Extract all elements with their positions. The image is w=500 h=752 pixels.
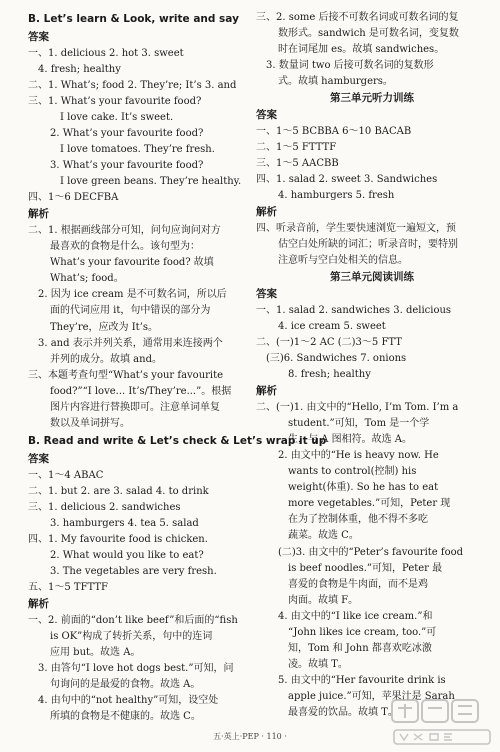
left-line: I love cake. It’s sweet. [60,111,174,123]
left-line: 三、1. What’s your favourite food? [28,95,202,107]
left-line: 一、1～4 ABAC [28,469,104,481]
left-line: 三、1. delicious 2. sandwiches [28,501,181,513]
left-line: 四、1. My favourite food is chicken. [28,534,208,546]
right-line: 解析 [256,206,277,219]
right-line: 解析 [256,385,277,398]
right-line: 蔬菜。故选 C。 [288,530,359,542]
left-line: 答案 [28,453,49,466]
right-line: 二、(一)1～2 AC (二)3～5 FTT [256,336,402,348]
site-watermark-logo [388,696,498,750]
right-line: 注意听与空白处相关的信息。 [278,255,408,267]
right-line: 一、1. salad 2. sandwiches 3. delicious [256,304,452,316]
right-line: 4. hamburgers 5. fresh [278,190,395,202]
left-line: 面的代词应用 it，句中错误的部分为 [50,305,211,317]
right-line: (三)6. Sandwiches 7. onions [266,353,407,364]
right-line: 知，Tom 和 John 都喜欢吃冰激 [288,643,432,655]
right-line: 答案 [256,288,277,301]
left-line: 最喜欢的食物是什么。该句型为： [50,241,200,253]
left-line: B. Read and write & Let’s check & Let’s wrap it up [28,435,327,448]
left-line: 四、1～6 DECFBA [28,192,119,204]
right-line: “John likes ice cream, too.”可 [288,627,437,638]
left-line: 并列的成分。故填 and。 [50,353,162,365]
right-line: 喜爱的食物是牛肉面，而不是鸡 [288,578,428,590]
right-line: weight(体重). So he has to eat [288,482,439,494]
left-line: 句询问的是最爱的食物。故选 A。 [50,679,201,691]
right-line: 四、1. salad 2. sweet 3. Sandwiches [256,174,438,186]
left-line: 3. 由答句“I love hot dogs best.”可知，问 [38,663,234,675]
right-line: 数形式。sandwich 是可数名词，变复数 [278,28,459,40]
left-line: 4. 由句中的“not healthy”可知，设空处 [38,695,219,707]
left-line: 3. What’s your favourite food? [50,160,204,172]
right-line: 生，与 A 图相符。故选 A。 [288,433,412,445]
right-line: 时在词尾加 es。故填 sandwiches。 [278,44,445,56]
left-line: 3. and 表示并列关系，通常用来连接两个 [38,337,223,349]
right-column [256,10,488,722]
right-line: 二、(一)1. 由文中的“Hello, I’m Tom. I’m a [256,401,459,413]
left-line: They’re，应改为 It’s。 [50,321,159,333]
right-line: 第三单元听力训练 [330,92,414,105]
left-line: 一、2. 前面的“don’t like beef”和后面的“fish [28,614,238,626]
left-line: 二、1. 根据画线部分可知，问句应询问对方 [28,224,221,236]
page-footer: 五·英上·PEP · 110 · [213,732,287,741]
right-line: 肉面。故填 F。 [288,594,359,606]
right-line: wants to control(控制) his [288,466,417,478]
left-line: 答案 [28,31,49,43]
left-line: food?”“I love... It’s/They’re...”。根据 [50,385,232,397]
right-line: student.”可知，Tom 是一个学 [288,417,430,429]
left-line: 解析 [28,208,49,221]
left-line: 所填的食物是不健康的。故选 C。 [50,711,201,723]
left-line: 数以及单词拼写。 [50,418,130,430]
left-line: 应用 but。故选 A。 [50,647,141,659]
left-line: 2. What’s your favourite food? [50,127,204,139]
right-line: 3. 数量词 two 后接可数名词的复数形 [266,60,434,72]
right-line: 式。故填 hamburgers。 [278,76,393,88]
left-line: What’s; food。 [50,273,124,285]
right-line: 在为了控制体重，他不得不多吃 [288,514,428,526]
left-line: 解析 [28,598,49,611]
right-line: (二)3. 由文中的“Peter’s favourite food [278,546,464,558]
right-line: 4. ice cream 5. sweet [278,320,386,332]
left-line: What’s your favourite food? 故填 [50,257,214,269]
left-line: 4. fresh; healthy [38,63,121,75]
right-line: 答案 [256,109,277,122]
left-line: 2. What would you like to eat? [50,550,204,562]
left-line: 二、1. What’s; food 2. They’re; It’s 3. and [28,79,237,91]
right-line: 5. 由文中的“Her favourite drink is [278,675,446,687]
right-line: 估空白处所缺的词汇；听录音时，要特别 [278,239,458,251]
left-line: I love tomatoes. They’re fresh. [60,144,215,156]
right-line: is beef noodles.”可知，Peter 最 [288,562,443,574]
right-line: 第三单元阅读训练 [330,271,414,284]
right-line: 最喜爱的饮品。故填 T。 [288,707,398,719]
right-line: 8. fresh; healthy [288,369,371,381]
left-line: B. Let’s learn & Look, write and say [28,13,239,25]
left-line: 图片内容进行替换即可。注意单词单复 [50,401,220,413]
right-line: 2. 由文中的“He is heavy now. He [278,449,439,461]
right-line: more vegetables.”可知，Peter 现 [288,498,451,510]
left-line: 3. hamburgers 4. tea 5. salad [50,517,199,529]
left-line: 一、1. delicious 2. hot 3. sweet [28,47,184,59]
right-line: 四、听录音前，学生要快速浏览一遍短文，预 [256,222,456,234]
left-line: 三、本题考查句型“What’s your favourite [28,369,224,381]
right-line: 三、2. some 后接不可数名词或可数名词的复 [256,12,459,23]
right-line: 三、1～5 AACBB [256,158,339,170]
left-line: 2. 因为 ice cream 是不可数名词，所以后 [38,289,227,301]
left-line: 3. The vegetables are very fresh. [50,566,217,578]
right-line: 4. 由文中的“I like ice cream.”和 [278,610,433,622]
right-line: 二、1～5 FTTTF [256,142,337,154]
left-line: is OK”构成了转折关系，句中的连词 [50,631,213,642]
left-line: 五、1～5 TFTTF [28,582,108,594]
right-line: 凌。故填 T。 [288,659,348,671]
right-line: 一、1～5 BCBBA 6～10 BACAB [256,125,412,137]
left-line: 二、1. but 2. are 3. salad 4. to drink [28,485,209,497]
left-line: I love green beans. They’re healthy. [60,176,242,188]
right-line: apple juice.”可知，苹果汁是 Sarah [288,691,455,703]
